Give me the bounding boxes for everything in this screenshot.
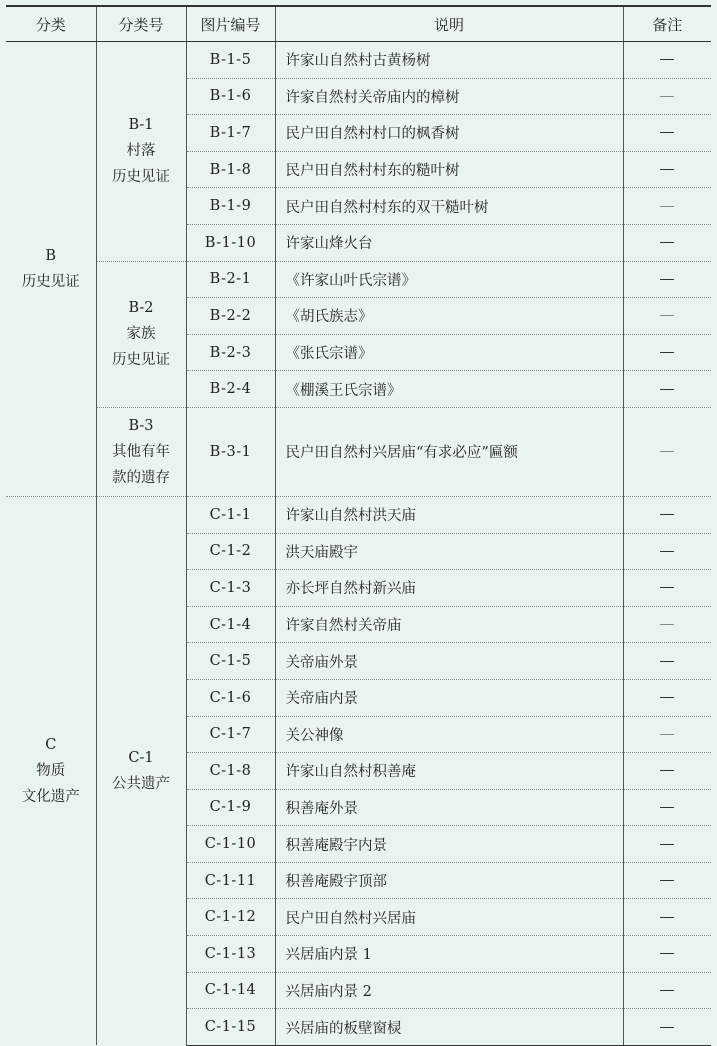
- dash-mark: [660, 953, 674, 954]
- subcategory-name-line2: 款的遗存: [112, 469, 170, 486]
- description: 积善庵殿宇内景: [275, 826, 623, 863]
- image-code: C-1-7: [186, 716, 275, 753]
- image-code: B-1-9: [186, 188, 275, 225]
- dash-mark: [660, 917, 674, 918]
- dash-mark: [660, 661, 674, 662]
- note: [623, 862, 711, 899]
- dash-mark: [660, 279, 674, 280]
- dash-mark: [660, 844, 674, 845]
- note: [623, 261, 711, 298]
- dash-mark: [660, 807, 674, 808]
- note: [623, 224, 711, 261]
- description: 民户田自然村兴居庙: [275, 899, 623, 936]
- dash-mark: [660, 352, 674, 353]
- note: [623, 716, 711, 753]
- category-name-line1: 物质: [36, 763, 66, 780]
- description: 民户田自然村兴居庙“有求必应”匾额: [275, 407, 623, 496]
- note: [623, 78, 711, 115]
- note: [623, 151, 711, 188]
- note: [623, 298, 711, 335]
- dash-mark: [660, 990, 674, 991]
- header-image-no: 图片编号: [186, 6, 275, 42]
- subcategory-name-line1: 村落: [126, 143, 156, 160]
- description: 许家山自然村积善庵: [275, 753, 623, 790]
- description: 许家自然村关帝庙内的樟树: [275, 78, 623, 115]
- description: 许家自然村关帝庙: [275, 606, 623, 643]
- description: 积善庵殿宇顶部: [275, 862, 623, 899]
- dash-mark: [660, 59, 674, 60]
- note: [623, 753, 711, 790]
- subcategory-name-line1: 家族: [126, 326, 156, 343]
- dash-mark: [660, 169, 674, 170]
- note: [623, 826, 711, 863]
- category-code: C: [45, 737, 57, 754]
- dash-mark: [660, 624, 674, 625]
- description: 亦长坪自然村新兴庙: [275, 570, 623, 607]
- subcategory-code: C-1: [128, 750, 154, 767]
- description: 许家山自然村古黄杨树: [275, 42, 623, 79]
- note: [623, 606, 711, 643]
- note: [623, 496, 711, 533]
- dash-mark: [660, 587, 674, 588]
- subcategory-cell-b3: [96, 407, 186, 496]
- category-name-line2: 文化遗产: [21, 789, 80, 806]
- note: [623, 188, 711, 225]
- dash-mark: [660, 389, 674, 390]
- dash-mark: [660, 206, 674, 207]
- description: 关公神像: [275, 716, 623, 753]
- category-name: 历史见证: [21, 273, 80, 290]
- image-code: C-1-8: [186, 753, 275, 790]
- note: [623, 936, 711, 973]
- dash-mark: [660, 770, 674, 771]
- image-code: C-1-15: [186, 1009, 275, 1046]
- subcategory-cell-c1: [96, 496, 186, 1045]
- image-code: C-1-5: [186, 643, 275, 680]
- note: [623, 570, 711, 607]
- description: 《棚溪王氏宗谱》: [275, 371, 623, 408]
- image-code: B-1-10: [186, 224, 275, 261]
- image-code: B-2-1: [186, 261, 275, 298]
- note: [623, 789, 711, 826]
- image-code: C-1-11: [186, 862, 275, 899]
- image-code: B-2-3: [186, 334, 275, 371]
- table-row: [6, 496, 711, 533]
- dash-mark: [660, 734, 674, 735]
- table-row: [6, 407, 711, 496]
- description: 兴居庙内景 1: [275, 936, 623, 973]
- dash-mark: [660, 697, 674, 698]
- table-row: [6, 261, 711, 298]
- dash-mark: [660, 315, 674, 316]
- description: 《张氏宗谱》: [275, 334, 623, 371]
- header-note: 备注: [623, 6, 711, 42]
- dash-mark: [660, 451, 674, 452]
- image-code: C-1-12: [186, 899, 275, 936]
- image-code: C-1-10: [186, 826, 275, 863]
- note: [623, 972, 711, 1009]
- description: 民户田自然村村东的双干糙叶树: [275, 188, 623, 225]
- note: [623, 407, 711, 496]
- image-code: C-1-13: [186, 936, 275, 973]
- description: 许家山自然村洪天庙: [275, 496, 623, 533]
- image-code: C-1-1: [186, 496, 275, 533]
- subcategory-code: B-1: [128, 117, 154, 134]
- dash-mark: [660, 551, 674, 552]
- image-code: C-1-2: [186, 533, 275, 570]
- description: 洪天庙殿宇: [275, 533, 623, 570]
- note: [623, 533, 711, 570]
- subcategory-name-line2: 历史见证: [112, 352, 170, 369]
- description: 许家山烽火台: [275, 224, 623, 261]
- subcategory-name-line1: 其他有年: [112, 443, 170, 460]
- header-category-no: 分类号: [96, 6, 186, 42]
- image-index-table: [6, 5, 711, 1046]
- category-cell-c: [6, 496, 96, 1045]
- table-row: [6, 42, 711, 79]
- dash-mark: [660, 242, 674, 243]
- image-code: C-1-3: [186, 570, 275, 607]
- subcategory-name-line1: 公共遗产: [112, 776, 170, 793]
- table-header-row: [6, 6, 711, 42]
- note: [623, 371, 711, 408]
- image-code: B-1-6: [186, 78, 275, 115]
- image-code: B-2-4: [186, 371, 275, 408]
- description: 关帝庙内景: [275, 679, 623, 716]
- description: 兴居庙的板壁窗棂: [275, 1009, 623, 1046]
- description: 《胡氏族志》: [275, 298, 623, 335]
- image-code: B-2-2: [186, 298, 275, 335]
- image-code: C-1-9: [186, 789, 275, 826]
- note: [623, 679, 711, 716]
- image-code: C-1-6: [186, 679, 275, 716]
- description: 《许家山叶氏宗谱》: [275, 261, 623, 298]
- note: [623, 334, 711, 371]
- category-code: B: [45, 247, 57, 264]
- dash-mark: [660, 1027, 674, 1028]
- note: [623, 643, 711, 680]
- note: [623, 899, 711, 936]
- dash-mark: [660, 96, 674, 97]
- subcategory-cell-b1: [96, 42, 186, 262]
- header-description: 说明: [275, 6, 623, 42]
- category-cell-b: [6, 42, 96, 497]
- image-code: B-3-1: [186, 407, 275, 496]
- subcategory-code: B-3: [128, 417, 154, 434]
- note: [623, 42, 711, 79]
- description: 关帝庙外景: [275, 643, 623, 680]
- description: 积善庵外景: [275, 789, 623, 826]
- image-code: C-1-14: [186, 972, 275, 1009]
- dash-mark: [660, 514, 674, 515]
- subcategory-code: B-2: [128, 300, 154, 317]
- dash-mark: [660, 880, 674, 881]
- image-code: B-1-5: [186, 42, 275, 79]
- dash-mark: [660, 132, 674, 133]
- subcategory-cell-b2: [96, 261, 186, 407]
- subcategory-name-line2: 历史见证: [112, 169, 170, 186]
- header-category: 分类: [6, 6, 96, 42]
- note: [623, 115, 711, 152]
- description: 民户田自然村村口的枫香树: [275, 115, 623, 152]
- description: 兴居庙内景 2: [275, 972, 623, 1009]
- note: [623, 1009, 711, 1046]
- image-code: B-1-7: [186, 115, 275, 152]
- image-code: B-1-8: [186, 151, 275, 188]
- image-code: C-1-4: [186, 606, 275, 643]
- description: 民户田自然村村东的糙叶树: [275, 151, 623, 188]
